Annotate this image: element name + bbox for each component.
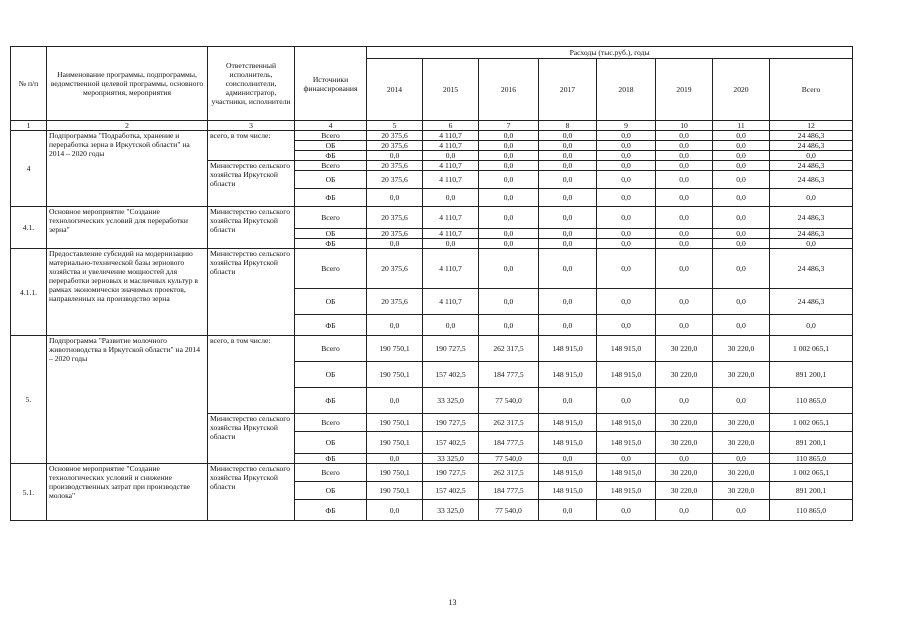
expense-value: 157 402,5 bbox=[423, 482, 479, 500]
expense-value: 0,0 bbox=[656, 229, 713, 239]
expense-value: 0,0 bbox=[597, 388, 656, 414]
expense-value: 0,0 bbox=[713, 239, 770, 249]
expense-value: 0,0 bbox=[713, 189, 770, 207]
header-name: Наименование программы, подпрограммы, ведомственной целевой программы, основного мероприятия, мероприятия bbox=[47, 47, 208, 121]
expense-value: 0,0 bbox=[713, 315, 770, 336]
expense-value: 0,0 bbox=[539, 141, 597, 151]
expense-value: 4 110,7 bbox=[423, 171, 479, 189]
expense-value: 157 402,5 bbox=[423, 432, 479, 454]
expense-value: 0,0 bbox=[713, 229, 770, 239]
expense-value: 20 375,6 bbox=[367, 229, 423, 239]
expense-value: 0,0 bbox=[479, 131, 539, 141]
funding-source: ФБ bbox=[295, 454, 367, 464]
funding-source: Всего bbox=[295, 207, 367, 229]
expense-value: 33 325,0 bbox=[423, 500, 479, 521]
expense-value: 0,0 bbox=[597, 500, 656, 521]
expense-value: 30 220,0 bbox=[713, 414, 770, 432]
expense-value: 0,0 bbox=[597, 229, 656, 239]
item-name: Подпрограмма "Подработка, хранение и переработка зерна в Иркутской области" на 2014 – 2020 годы bbox=[47, 131, 208, 207]
table-row bbox=[11, 336, 853, 362]
expense-value: 1 002 065,1 bbox=[770, 414, 853, 432]
expense-value: 24 486,3 bbox=[770, 141, 853, 151]
expense-value: 0,0 bbox=[423, 239, 479, 249]
header-year: 2016 bbox=[479, 59, 539, 121]
expense-value: 0,0 bbox=[713, 141, 770, 151]
expense-value: 0,0 bbox=[656, 207, 713, 229]
expense-value: 190 727,5 bbox=[423, 414, 479, 432]
expense-value: 77 540,0 bbox=[479, 388, 539, 414]
expense-value: 190 750,1 bbox=[367, 362, 423, 388]
expense-value: 0,0 bbox=[479, 315, 539, 336]
expense-value: 0,0 bbox=[656, 388, 713, 414]
expense-value: 0,0 bbox=[713, 454, 770, 464]
expense-value: 0,0 bbox=[539, 315, 597, 336]
expense-value: 0,0 bbox=[597, 151, 656, 161]
expense-value: 0,0 bbox=[423, 189, 479, 207]
responsible-executor: Министерство сельского хозяйства Иркутской области bbox=[208, 249, 295, 336]
expense-value: 0,0 bbox=[367, 189, 423, 207]
table-row bbox=[11, 131, 853, 141]
table-row bbox=[11, 249, 853, 289]
header-year: Всего bbox=[770, 59, 853, 121]
expense-value: 148 915,0 bbox=[597, 336, 656, 362]
column-number: 12 bbox=[770, 121, 853, 131]
expense-value: 0,0 bbox=[597, 161, 656, 171]
expense-value: 0,0 bbox=[367, 151, 423, 161]
expense-value: 0,0 bbox=[479, 289, 539, 315]
funding-source: ОБ bbox=[295, 229, 367, 239]
column-number: 11 bbox=[713, 121, 770, 131]
expense-value: 4 110,7 bbox=[423, 161, 479, 171]
header-year: 2020 bbox=[713, 59, 770, 121]
expense-value: 30 220,0 bbox=[713, 464, 770, 482]
expense-value: 30 220,0 bbox=[656, 432, 713, 454]
expense-value: 0,0 bbox=[479, 171, 539, 189]
expense-value: 0,0 bbox=[539, 500, 597, 521]
expense-value: 24 486,3 bbox=[770, 229, 853, 239]
expense-value: 77 540,0 bbox=[479, 454, 539, 464]
funding-source: Всего bbox=[295, 249, 367, 289]
responsible-executor: Министерство сельского хозяйства Иркутской области bbox=[208, 207, 295, 249]
expense-value: 0,0 bbox=[656, 289, 713, 315]
expense-value: 4 110,7 bbox=[423, 229, 479, 239]
expense-value: 30 220,0 bbox=[656, 482, 713, 500]
expense-value: 0,0 bbox=[597, 249, 656, 289]
expense-value: 0,0 bbox=[539, 151, 597, 161]
expense-value: 110 865,0 bbox=[770, 500, 853, 521]
expense-value: 0,0 bbox=[713, 207, 770, 229]
funding-source: Всего bbox=[295, 464, 367, 482]
expense-value: 190 750,1 bbox=[367, 482, 423, 500]
expense-value: 0,0 bbox=[656, 171, 713, 189]
expense-value: 0,0 bbox=[367, 454, 423, 464]
column-number: 4 bbox=[295, 121, 367, 131]
expense-value: 0,0 bbox=[713, 131, 770, 141]
expense-value: 0,0 bbox=[597, 315, 656, 336]
expense-value: 4 110,7 bbox=[423, 131, 479, 141]
funding-source: ОБ bbox=[295, 141, 367, 151]
expense-value: 0,0 bbox=[713, 388, 770, 414]
column-number: 2 bbox=[47, 121, 208, 131]
expense-value: 148 915,0 bbox=[597, 432, 656, 454]
column-number: 8 bbox=[539, 121, 597, 131]
expense-value: 0,0 bbox=[367, 239, 423, 249]
expense-value: 0,0 bbox=[479, 141, 539, 151]
expense-value: 110 865,0 bbox=[770, 454, 853, 464]
table-row bbox=[11, 464, 853, 482]
expense-value: 0,0 bbox=[770, 151, 853, 161]
expense-value: 0,0 bbox=[656, 151, 713, 161]
expense-value: 0,0 bbox=[479, 249, 539, 289]
responsible-executor: всего, в том числе: bbox=[208, 336, 295, 414]
expense-value: 77 540,0 bbox=[479, 500, 539, 521]
expense-value: 0,0 bbox=[597, 131, 656, 141]
expense-value: 148 915,0 bbox=[597, 482, 656, 500]
expense-value: 0,0 bbox=[479, 151, 539, 161]
expense-value: 4 110,7 bbox=[423, 249, 479, 289]
funding-source: Всего bbox=[295, 131, 367, 141]
expense-value: 30 220,0 bbox=[713, 336, 770, 362]
header-year: 2017 bbox=[539, 59, 597, 121]
expense-value: 0,0 bbox=[479, 239, 539, 249]
expense-value: 148 915,0 bbox=[539, 362, 597, 388]
funding-source: ФБ bbox=[295, 239, 367, 249]
funding-source: ОБ bbox=[295, 171, 367, 189]
expense-value: 0,0 bbox=[713, 249, 770, 289]
expense-value: 0,0 bbox=[597, 239, 656, 249]
expense-value: 20 375,6 bbox=[367, 161, 423, 171]
row-number: 4 bbox=[11, 131, 47, 207]
expense-value: 157 402,5 bbox=[423, 362, 479, 388]
funding-source: ОБ bbox=[295, 482, 367, 500]
expense-value: 0,0 bbox=[367, 315, 423, 336]
funding-source: Всего bbox=[295, 414, 367, 432]
expense-value: 20 375,6 bbox=[367, 249, 423, 289]
expense-value: 0,0 bbox=[539, 131, 597, 141]
item-name: Основное мероприятие "Создание технологических условий и снижение производственных затрат при производстве молока" bbox=[47, 464, 208, 521]
expense-value: 0,0 bbox=[713, 289, 770, 315]
expense-value: 30 220,0 bbox=[656, 362, 713, 388]
expense-value: 190 750,1 bbox=[367, 414, 423, 432]
expense-value: 20 375,6 bbox=[367, 207, 423, 229]
expense-value: 0,0 bbox=[656, 249, 713, 289]
expense-value: 0,0 bbox=[539, 239, 597, 249]
expense-value: 0,0 bbox=[656, 454, 713, 464]
expense-value: 0,0 bbox=[770, 189, 853, 207]
expense-value: 0,0 bbox=[597, 189, 656, 207]
expense-value: 1 002 065,1 bbox=[770, 464, 853, 482]
funding-source: ФБ bbox=[295, 189, 367, 207]
expense-value: 24 486,3 bbox=[770, 289, 853, 315]
expense-value: 0,0 bbox=[597, 141, 656, 151]
expense-value: 148 915,0 bbox=[539, 464, 597, 482]
expense-value: 4 110,7 bbox=[423, 207, 479, 229]
expense-value: 30 220,0 bbox=[713, 362, 770, 388]
expense-value: 4 110,7 bbox=[423, 141, 479, 151]
expense-value: 0,0 bbox=[539, 189, 597, 207]
expense-value: 0,0 bbox=[713, 171, 770, 189]
column-number: 6 bbox=[423, 121, 479, 131]
header-year: 2014 bbox=[367, 59, 423, 121]
budget-table bbox=[10, 46, 853, 521]
expense-value: 0,0 bbox=[656, 131, 713, 141]
funding-source: ФБ bbox=[295, 388, 367, 414]
expense-value: 0,0 bbox=[539, 171, 597, 189]
expense-value: 0,0 bbox=[539, 388, 597, 414]
expense-value: 891 200,1 bbox=[770, 362, 853, 388]
expense-value: 24 486,3 bbox=[770, 131, 853, 141]
expense-value: 0,0 bbox=[597, 171, 656, 189]
expense-value: 190 750,1 bbox=[367, 432, 423, 454]
funding-source: ФБ bbox=[295, 151, 367, 161]
expense-value: 110 865,0 bbox=[770, 388, 853, 414]
funding-source: Всего bbox=[295, 336, 367, 362]
expense-value: 184 777,5 bbox=[479, 432, 539, 454]
funding-source: ОБ bbox=[295, 362, 367, 388]
expense-value: 0,0 bbox=[713, 161, 770, 171]
expense-value: 4 110,7 bbox=[423, 289, 479, 315]
column-number: 9 bbox=[597, 121, 656, 131]
page-number: 13 bbox=[448, 598, 457, 607]
expense-value: 148 915,0 bbox=[597, 464, 656, 482]
responsible-executor: Министерство сельского хозяйства Иркутской области bbox=[208, 414, 295, 464]
expense-value: 891 200,1 bbox=[770, 432, 853, 454]
expense-value: 0,0 bbox=[656, 161, 713, 171]
expense-value: 148 915,0 bbox=[597, 414, 656, 432]
expense-value: 30 220,0 bbox=[656, 336, 713, 362]
expense-value: 20 375,6 bbox=[367, 131, 423, 141]
expense-value: 190 727,5 bbox=[423, 336, 479, 362]
expense-value: 0,0 bbox=[656, 189, 713, 207]
expense-value: 0,0 bbox=[479, 229, 539, 239]
header-responsible: Ответственный исполнитель, соисполнители, администратор, участники, исполнители bbox=[208, 47, 295, 121]
expense-value: 184 777,5 bbox=[479, 482, 539, 500]
expense-value: 148 915,0 bbox=[539, 482, 597, 500]
expense-value: 148 915,0 bbox=[539, 432, 597, 454]
expense-value: 0,0 bbox=[539, 207, 597, 229]
responsible-executor: Министерство сельского хозяйства Иркутской области bbox=[208, 464, 295, 521]
expense-value: 0,0 bbox=[423, 151, 479, 161]
column-number: 1 bbox=[11, 121, 47, 131]
expense-value: 1 002 065,1 bbox=[770, 336, 853, 362]
expense-value: 0,0 bbox=[539, 161, 597, 171]
expense-value: 0,0 bbox=[656, 141, 713, 151]
expense-value: 0,0 bbox=[367, 500, 423, 521]
item-name: Подпрограмма "Развитие молочного животноводства в Иркутской области" на 2014 – 2020 годы bbox=[47, 336, 208, 464]
expense-value: 190 750,1 bbox=[367, 336, 423, 362]
expense-value: 0,0 bbox=[539, 249, 597, 289]
expense-value: 0,0 bbox=[367, 388, 423, 414]
expense-value: 262 317,5 bbox=[479, 464, 539, 482]
row-number: 5.1. bbox=[11, 464, 47, 521]
table-row bbox=[11, 207, 853, 229]
item-name: Предоставление субсидий на модернизацию материально-технической базы зернового хозяйства и увеличение мощностей для переработки зерновых и масличных культур в рамках экономически значимых проектов, направленных на производство зерна bbox=[47, 249, 208, 336]
expense-value: 33 325,0 bbox=[423, 388, 479, 414]
row-number: 4.1. bbox=[11, 207, 47, 249]
expense-value: 0,0 bbox=[770, 239, 853, 249]
header-year: 2015 bbox=[423, 59, 479, 121]
expense-value: 20 375,6 bbox=[367, 289, 423, 315]
header-expenses: Расходы (тыс.руб.), годы bbox=[367, 47, 853, 59]
item-name: Основное мероприятие "Создание технологических условий для переработки зерна" bbox=[47, 207, 208, 249]
header-source: Источники финансирования bbox=[295, 47, 367, 121]
expense-value: 184 777,5 bbox=[479, 362, 539, 388]
expense-value: 148 915,0 bbox=[539, 336, 597, 362]
expense-value: 148 915,0 bbox=[539, 414, 597, 432]
row-number: 5. bbox=[11, 336, 47, 464]
funding-source: ОБ bbox=[295, 432, 367, 454]
expense-value: 0,0 bbox=[597, 454, 656, 464]
expense-value: 24 486,3 bbox=[770, 249, 853, 289]
expense-value: 0,0 bbox=[479, 189, 539, 207]
column-number: 3 bbox=[208, 121, 295, 131]
column-number: 7 bbox=[479, 121, 539, 131]
column-number: 10 bbox=[656, 121, 713, 131]
expense-value: 0,0 bbox=[597, 207, 656, 229]
expense-value: 0,0 bbox=[656, 239, 713, 249]
expense-value: 0,0 bbox=[713, 500, 770, 521]
expense-value: 24 486,3 bbox=[770, 161, 853, 171]
expense-value: 190 727,5 bbox=[423, 464, 479, 482]
expense-value: 20 375,6 bbox=[367, 171, 423, 189]
expense-value: 30 220,0 bbox=[713, 432, 770, 454]
expense-value: 148 915,0 bbox=[597, 362, 656, 388]
expense-value: 33 325,0 bbox=[423, 454, 479, 464]
expense-value: 262 317,5 bbox=[479, 336, 539, 362]
expense-value: 30 220,0 bbox=[713, 482, 770, 500]
expense-value: 0,0 bbox=[479, 161, 539, 171]
expense-value: 0,0 bbox=[539, 229, 597, 239]
expense-value: 0,0 bbox=[423, 315, 479, 336]
expense-value: 20 375,6 bbox=[367, 141, 423, 151]
responsible-executor: всего, в том числе: bbox=[208, 131, 295, 161]
expense-value: 262 317,5 bbox=[479, 414, 539, 432]
expense-value: 0,0 bbox=[656, 500, 713, 521]
expense-value: 0,0 bbox=[479, 207, 539, 229]
expense-value: 0,0 bbox=[713, 151, 770, 161]
funding-source: ФБ bbox=[295, 500, 367, 521]
header-year: 2018 bbox=[597, 59, 656, 121]
header-year: 2019 bbox=[656, 59, 713, 121]
column-number: 5 bbox=[367, 121, 423, 131]
funding-source: ФБ bbox=[295, 315, 367, 336]
expense-value: 0,0 bbox=[539, 289, 597, 315]
funding-source: Всего bbox=[295, 161, 367, 171]
row-number: 4.1.1. bbox=[11, 249, 47, 336]
expense-value: 0,0 bbox=[770, 315, 853, 336]
expense-value: 30 220,0 bbox=[656, 414, 713, 432]
responsible-executor: Министерство сельского хозяйства Иркутской области bbox=[208, 161, 295, 207]
expense-value: 24 486,3 bbox=[770, 171, 853, 189]
expense-value: 891 200,1 bbox=[770, 482, 853, 500]
expense-value: 0,0 bbox=[597, 289, 656, 315]
header-num: № п/п bbox=[11, 47, 47, 121]
expense-value: 24 486,3 bbox=[770, 207, 853, 229]
expense-value: 0,0 bbox=[539, 454, 597, 464]
expense-value: 190 750,1 bbox=[367, 464, 423, 482]
expense-value: 30 220,0 bbox=[656, 464, 713, 482]
funding-source: ОБ bbox=[295, 289, 367, 315]
expense-value: 0,0 bbox=[656, 315, 713, 336]
